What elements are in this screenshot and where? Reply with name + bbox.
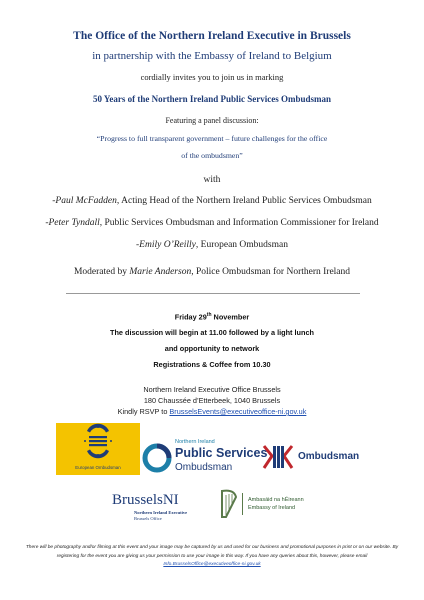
date-month: November: [211, 312, 250, 322]
discussion-time-line1: The discussion will begin at 11.00 followed by a light lunch: [110, 328, 314, 337]
brussels-ni-logo: [112, 492, 212, 528]
date-suffix-sup: th: [206, 312, 212, 318]
photography-notice: [24, 544, 400, 570]
harp-icon: [218, 487, 240, 521]
brussels-word: Brussels: [112, 492, 163, 508]
speaker-3: [0, 240, 424, 250]
brussels-ni-wordmark: [112, 492, 179, 509]
moderator-prefix: Moderated by: [73, 267, 130, 277]
panel-topic-line2: of the ombudsmen”: [181, 151, 243, 160]
speaker-name: -Paul McFadden: [52, 196, 117, 206]
partnership-line: in partnership with the Embassy of Ireland to Belgium: [92, 50, 332, 62]
european-ombudsman-label: European Ombudsman: [75, 465, 121, 470]
registration-time: Registrations & Coffee from 10.30: [153, 360, 271, 369]
event-date: [0, 312, 424, 321]
panel-intro: Featuring a panel discussion:: [165, 116, 259, 125]
ombudsman-label: Ombudsman: [298, 451, 360, 462]
venue-address: 180 Chaussée d’Etterbeek, 1040 Brussels: [143, 396, 281, 405]
discussion-time-line2: and opportunity to network: [164, 344, 260, 353]
speaker-role: , European Ombudsman: [195, 240, 288, 250]
speaker-2: [0, 218, 424, 228]
moderator-line: [0, 267, 424, 277]
nips-region-label: Northern Ireland: [175, 439, 215, 445]
embassy-english-name: Embassy of Ireland: [248, 505, 296, 511]
invitation-title: The Office of the Northern Ireland Executive in Brussels: [73, 30, 351, 42]
speaker-name: -Peter Tyndall: [45, 218, 100, 228]
event-title: 50 Years of the Northern Ireland Public Services Ombudsman: [93, 94, 331, 104]
brussels-ni-subtitle: Northern Ireland Executive: [134, 510, 188, 515]
nips-main-label: Public Services: [175, 446, 268, 460]
speaker-role: , Public Services Ombudsman and Information Commissioner for Ireland: [99, 218, 379, 228]
embassy-irish-name: Ambasáid na hÉireann: [248, 497, 304, 503]
ombudsman-ireland-logo: [262, 442, 372, 472]
ni-word: NI: [162, 492, 179, 508]
speaker-1: [0, 196, 424, 206]
moderator-name: Marie Anderson: [129, 267, 192, 277]
rsvp-prefix: Kindly RSVP to: [117, 407, 170, 416]
european-ombudsman-logo: [56, 423, 140, 475]
rsvp-email-link[interactable]: BrusselsEvents@executiveoffice-ni.gov.uk: [169, 407, 307, 416]
rsvp-line: [0, 407, 424, 416]
info-email-link[interactable]: Info.BrusselsOffice@executiveoffice-ni.gov.uk: [163, 562, 261, 568]
divider-rule: [66, 293, 360, 294]
embassy-of-ireland-logo: [218, 485, 328, 521]
nips-logo: [141, 438, 268, 478]
brussels-ni-office: Brussels Office: [134, 516, 162, 521]
embassy-divider: [242, 493, 243, 515]
notice-text: There will be photography and/or filming at this event and your image may be captured by us and used for our business and promotional purposes in print or on our website. By registering for the event you are giving us your permission to use your image in this way. If you have any queries about this, however, please email: [25, 544, 399, 559]
invite-line: cordially invites you to join us in marking: [140, 72, 284, 82]
moderator-role: , Police Ombudsman for Northern Ireland: [191, 267, 351, 277]
panel-topic-line1: “Progress to full transparent government – future challenges for the office: [96, 134, 328, 143]
with-label: with: [203, 175, 221, 185]
venue-name: Northern Ireland Executive Office Brussels: [143, 385, 281, 394]
ombudsman-bars-icon: [262, 442, 294, 472]
speaker-name: -Emily O’Reilly: [136, 240, 196, 250]
nips-circle-icon: [141, 442, 173, 474]
nips-sub-label: Ombudsman: [175, 462, 233, 473]
speaker-role: , Acting Head of the Northern Ireland Public Services Ombudsman: [116, 196, 372, 206]
date-day: Friday 29: [174, 312, 207, 322]
